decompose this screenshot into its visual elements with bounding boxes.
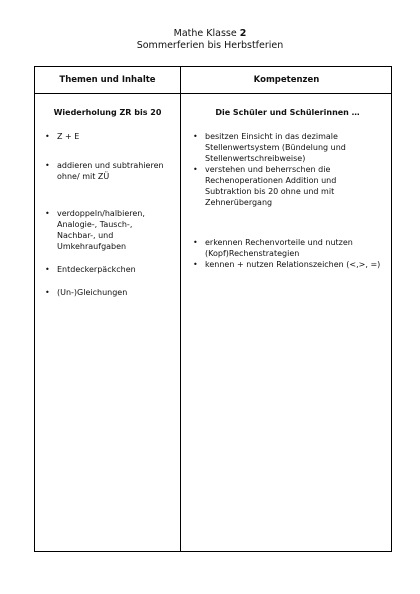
competency-item: • besitzen Einsicht in das dezimale Stellenwertsystem (Bündelung und Stellenwertschreibweise) [191,131,384,164]
page-title-prefix: Mathe Klasse [173,28,240,39]
page-title [0,28,420,40]
topic-item: • addieren und subtrahieren ohne/ mit ZÜ [43,160,172,182]
column-header-competencies: Kompetenzen [253,75,320,85]
topic-item: • Z + E [43,131,172,142]
topic-item: • (Un-)Gleichungen [43,287,172,298]
topic-item: • verdoppeln/halbieren, Analogie-, Tausch-, Nachbar-, und Umkehraufgaben [43,208,172,252]
competencies-list [191,131,384,270]
topics-subheading: Wiederholung ZR bis 20 [53,108,162,117]
column-header-topics: Themen und Inhalte [59,75,156,85]
competencies-column [181,93,392,551]
page-subtitle: Sommerferien bis Herbstferien [136,40,284,51]
curriculum-table [34,66,392,552]
topic-item: • Entdeckerpäckchen [43,264,172,275]
competency-item: • verstehen und beherrschen die Rechenoperationen Addition und Subtraktion bis 20 ohne und mit Zehnerübergang [191,164,384,208]
competency-item: • erkennen Rechenvorteile und nutzen (Kopf)Rechenstrategien [191,237,384,259]
topics-list [43,131,172,298]
page-title-grade: 2 [239,28,247,39]
page-header [0,28,420,52]
competency-item: • kennen + nutzen Relationszeichen (<,>, =) [191,259,384,270]
topics-column [35,93,180,551]
competencies-subheading: Die Schüler und Schülerinnen … [215,108,360,117]
